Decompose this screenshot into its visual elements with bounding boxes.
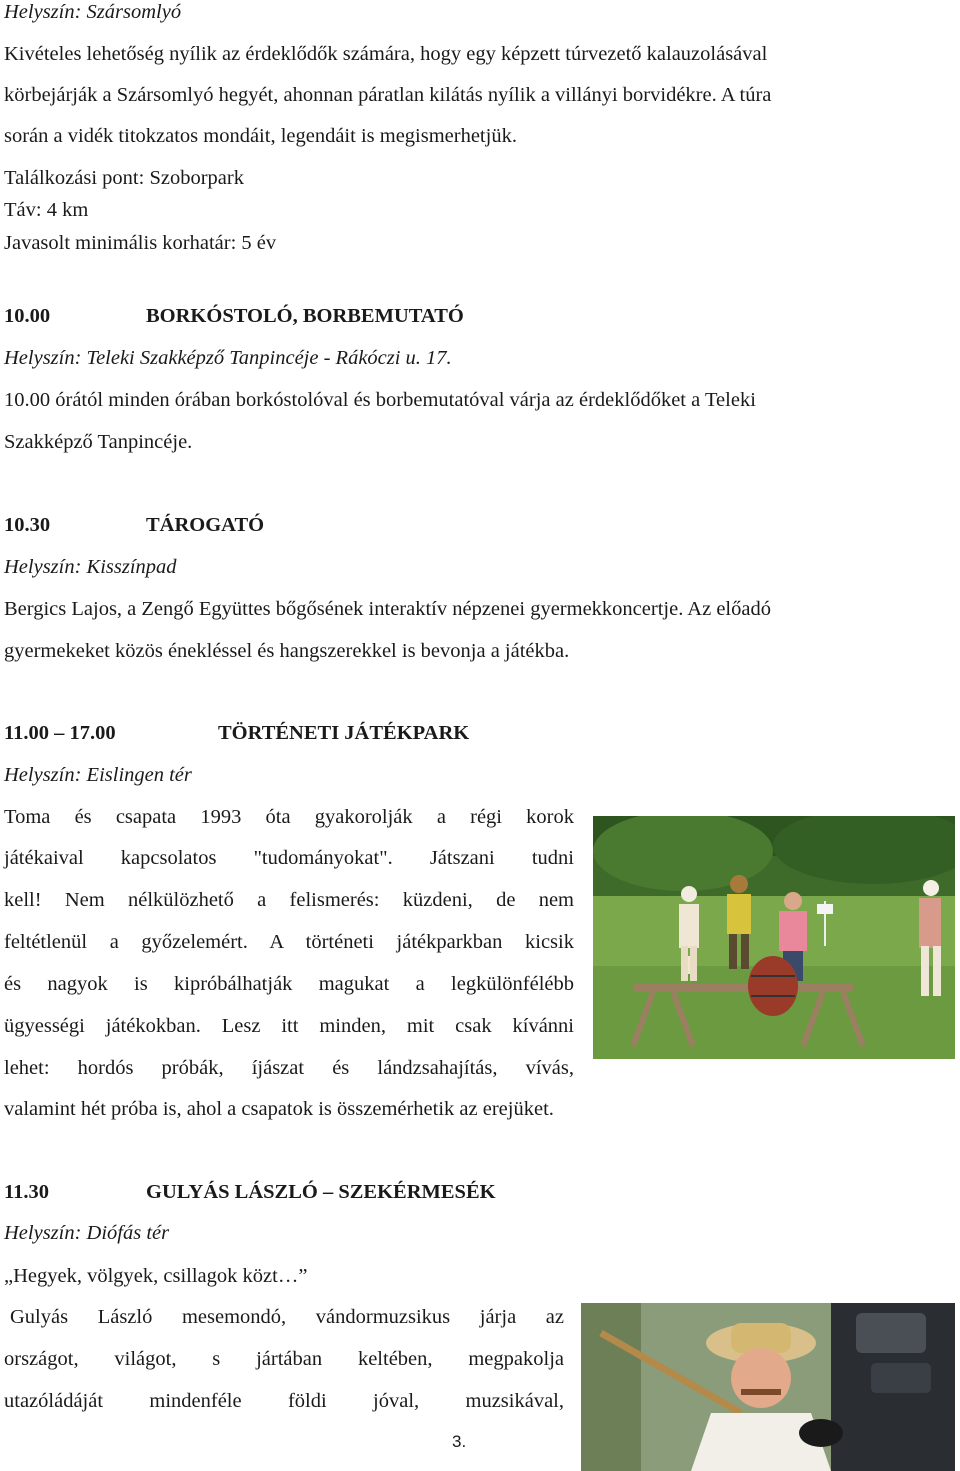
event-time: 11.30	[4, 1181, 49, 1203]
event-text-line: valamint hét próba is, ahol a csapatok is összemérhetik az erejüket.	[4, 1098, 554, 1120]
age-limit: Javasolt minimális korhatár: 5 év	[4, 232, 277, 254]
event-location: Helyszín: Eislingen tér	[4, 764, 192, 786]
intro-line-3: során a vidék titokzatos mondáit, legendáit is megismerhetjük.	[4, 125, 517, 147]
event-text-line: feltétlenül a győzelemért. A történeti játékparkban kicsik	[4, 931, 574, 953]
event-location: Helyszín: Kisszínpad	[4, 556, 177, 578]
event-title: BORKÓSTOLÓ, BORBEMUTATÓ	[146, 305, 464, 327]
event-text-line: Toma és csapata 1993 óta gyakorolják a régi korok	[4, 806, 574, 828]
intro-line-2: körbejárják a Szársomlyó hegyét, ahonnan páratlan kilátás nyílik a villányi borvidékre. A túra	[4, 84, 772, 106]
event-text-line: lehet: hordós próbák, íjászat és lándzsahajítás, vívás,	[4, 1057, 574, 1079]
event-text-line: játékaival kapcsolatos "tudományokat". Játszani tudni	[4, 847, 574, 869]
intro-line-1: Kivételes lehetőség nyílik az érdeklődők számára, hogy egy képzett túrvezető kalauzolásával	[4, 43, 768, 65]
event-text-line: Szakképző Tanpincéje.	[4, 431, 193, 453]
meeting-point: Találkozási pont: Szoborpark	[4, 167, 244, 189]
historical-games-photo	[593, 816, 955, 1059]
event-text-line: gyermekeket közös énekléssel és hangszerekkel is bevonja a játékba.	[4, 640, 570, 662]
event-text-line: és nagyok is kipróbálhatják magukat a legkülönfélébb	[4, 973, 574, 995]
event-text-line: Bergics Lajos, a Zengő Együttes bőgősének interaktív népzenei gyermekkoncertje. Az előadó	[4, 598, 771, 620]
distance: Táv: 4 km	[4, 199, 89, 221]
event-text-line: Gulyás László mesemondó, vándormuzsikus járja az	[10, 1306, 564, 1328]
event-title: GULYÁS LÁSZLÓ – SZEKÉRMESÉK	[146, 1181, 496, 1203]
event-text-line: kell! Nem nélkülözhető a felismerés: küzdeni, de nem	[4, 889, 574, 911]
location-szarsomlyo: Helyszín: Szársomlyó	[4, 1, 182, 23]
event-title: TÖRTÉNETI JÁTÉKPARK	[218, 722, 470, 744]
event-text-line: ügyességi játékokban. Lesz itt minden, mit csak kívánni	[4, 1015, 574, 1037]
event-text-line: országot, világot, s jártában keltében, megpakolja	[4, 1348, 564, 1370]
event-quote: „Hegyek, völgyek, csillagok közt…”	[4, 1265, 308, 1287]
event-text-line: utazóládáját mindenféle földi jóval, muzsikával,	[4, 1390, 564, 1412]
event-time: 10.00	[4, 305, 51, 327]
event-time: 11.00 – 17.00	[4, 722, 116, 744]
page-number: 3.	[452, 1432, 467, 1451]
event-location: Helyszín: Teleki Szakképző Tanpincéje - Rákóczi u. 17.	[4, 347, 452, 369]
storyteller-photo	[581, 1303, 955, 1471]
event-location: Helyszín: Diófás tér	[4, 1222, 170, 1244]
event-title: TÁROGATÓ	[146, 514, 265, 536]
event-text-line: 10.00 órától minden órában borkóstolóval és borbemutatóval várja az érdeklődőket a Teleki	[4, 389, 756, 411]
event-time: 10.30	[4, 514, 51, 536]
